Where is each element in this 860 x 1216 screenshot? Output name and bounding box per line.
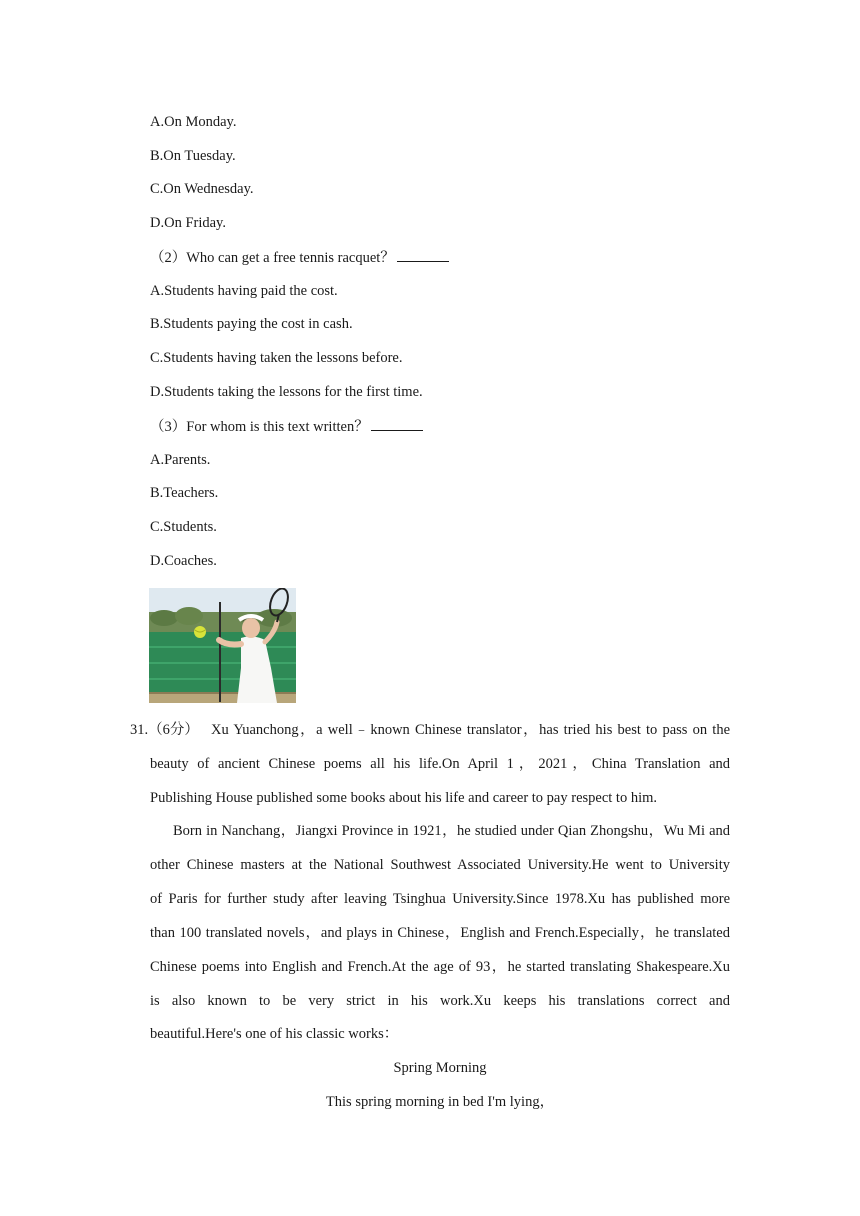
q2-option-d: D.Students taking the lessons for the first time. [150, 384, 423, 400]
poem-title: Spring Morning [393, 1060, 487, 1076]
q1-option-a: A.On Monday. [150, 114, 237, 130]
q31-number: 31.（6分） [130, 722, 199, 738]
poem-line-1: This spring morning in bed I'm lying， [325, 1094, 555, 1110]
q31-para2-line-3: of Paris for further study after leaving Tsinghua University.Since 1978.Xu has published more [150, 891, 730, 907]
q3-stem [150, 416, 423, 437]
q2-option-a: A.Students having paid the cost. [150, 283, 338, 299]
q31-para2-line-6: is also known to be very strict in his work.Xu keeps his translations correct and [150, 993, 730, 1009]
q31-para2-line-1: Born in Nanchang，Jiangxi Province in 1921，he studied under Qian Zhongshu，Wu Mi and [173, 823, 730, 839]
q3-stem-text: （3）For whom is this text written？ [150, 419, 369, 435]
q3-option-b: B.Teachers. [150, 485, 219, 501]
q1-option-b: B.On Tuesday. [150, 148, 236, 164]
q3-option-c: C.Students. [150, 519, 217, 535]
q2-answer-blank[interactable] [397, 247, 449, 262]
q2-option-b: B.Students paying the cost in cash. [150, 316, 353, 332]
q2-option-c: C.Students having taken the lessons before. [150, 350, 403, 366]
q3-answer-blank[interactable] [371, 416, 423, 431]
q31-line-2: beauty of ancient Chinese poems all his life.On April 1，2021，China Translation and [150, 756, 730, 772]
q1-option-c: C.On Wednesday. [150, 181, 254, 197]
q31-line-3: Publishing House published some books about his life and career to pay respect to him. [150, 790, 658, 806]
q31-para2-line-5: Chinese poems into English and French.At the age of 93，he started translating Shakespeare.Xu [150, 959, 730, 975]
q31-para2-line-2: other Chinese masters at the National Southwest Associated University.He went to University [150, 857, 730, 873]
q31-line-1: Xu Yuanchong，a well﹣known Chinese translator，has tried his best to pass on the [211, 722, 730, 738]
q1-option-d: D.On Friday. [150, 215, 226, 231]
tennis-player-picture [149, 588, 296, 703]
q2-stem-text: （2）Who can get a free tennis racquet？ [150, 250, 395, 266]
q3-option-d: D.Coaches. [150, 553, 217, 569]
q31-para2-line-7: beautiful.Here's one of his classic works： [150, 1026, 399, 1042]
q3-option-a: A.Parents. [150, 452, 211, 468]
q31-para2-line-4: than 100 translated novels，and plays in Chinese，English and French.Especially，he translated [150, 925, 730, 941]
q2-stem [150, 247, 449, 268]
